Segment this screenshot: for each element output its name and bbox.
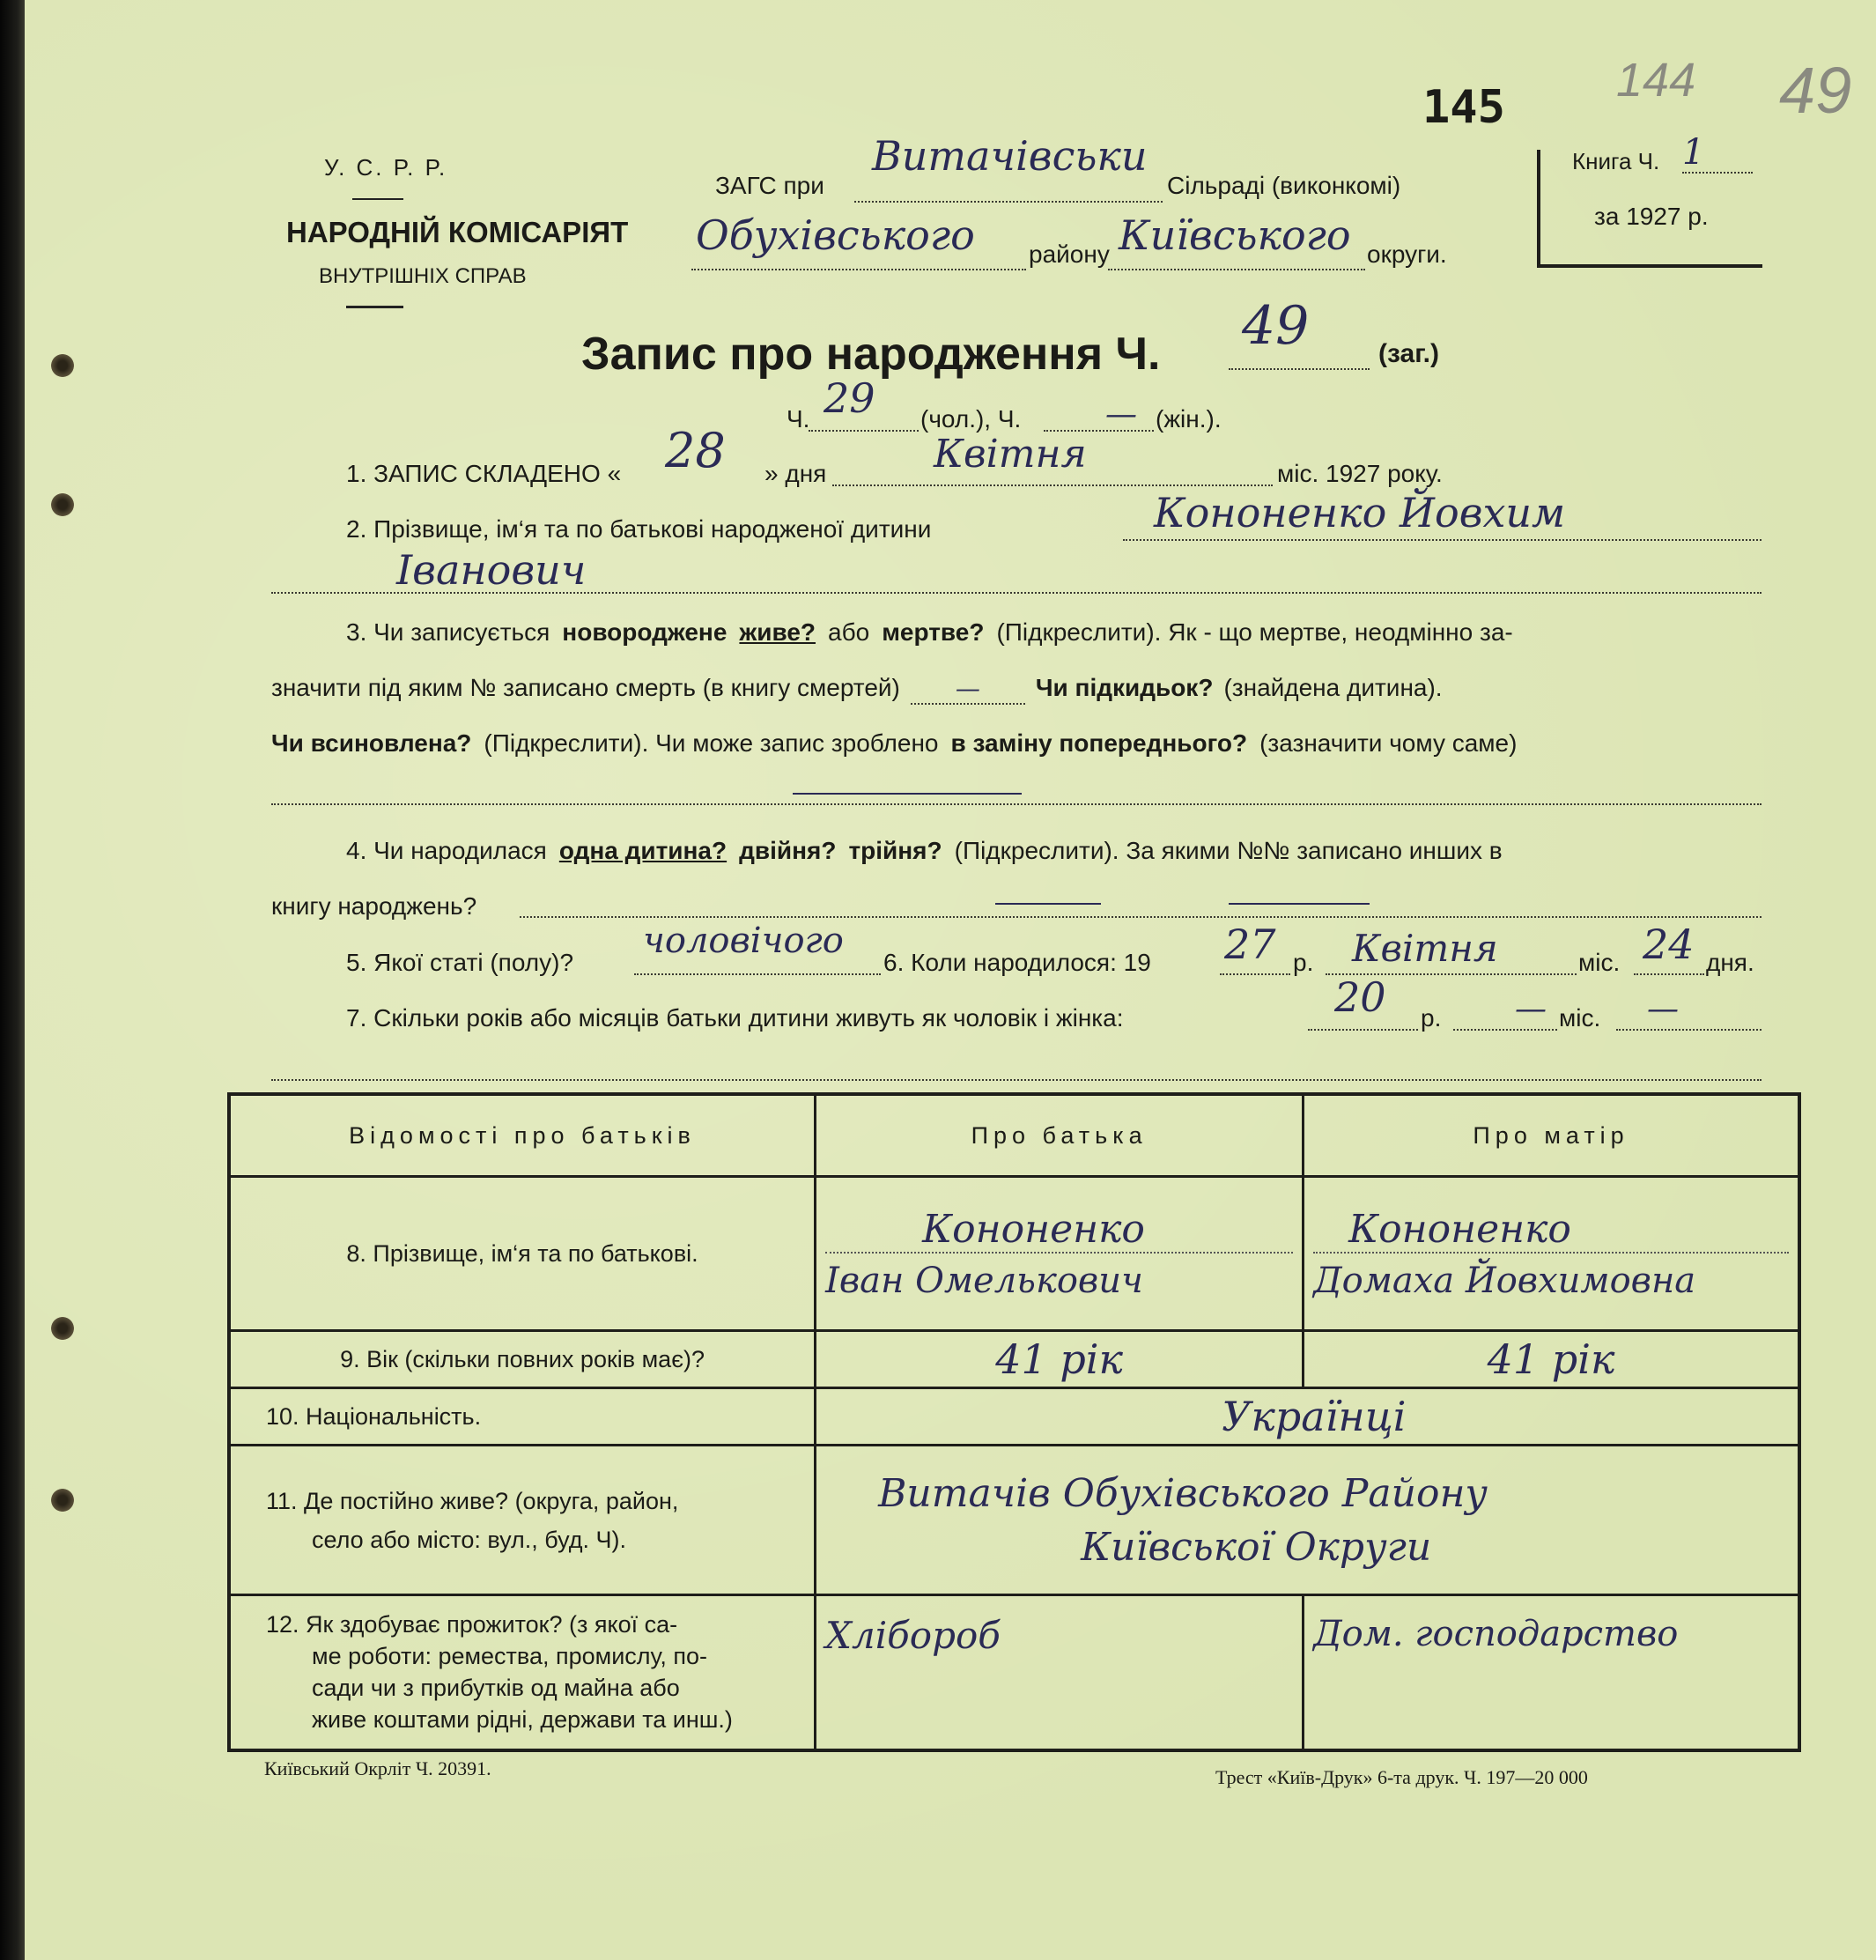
raion-label: району xyxy=(1029,240,1110,268)
divider xyxy=(346,306,403,308)
footer-right: Трест «Київ-Друк» 6-та друк. Ч. 197—20 000 xyxy=(1215,1766,1588,1788)
page-title: Запис про народження Ч. xyxy=(581,329,1161,380)
father-surname: Кононенко xyxy=(825,1207,1293,1254)
table-header-row xyxy=(229,1094,1799,1177)
item1-day: 28 xyxy=(665,423,726,478)
row-label: 10. Національність. xyxy=(229,1388,816,1446)
handwritten-dash: — xyxy=(911,674,1025,705)
fill-line xyxy=(271,1079,1762,1081)
fill-line xyxy=(1229,368,1370,370)
mother-age: 41 рік xyxy=(1304,1331,1799,1388)
text: в заміну попереднього? xyxy=(950,729,1248,757)
fill-line xyxy=(832,484,1273,486)
row-label-line: село або місто: вул., буд. Ч). xyxy=(312,1526,626,1553)
sub-female: — xyxy=(1105,396,1137,433)
father-name-cell xyxy=(816,1177,1304,1331)
text: значити під яким № записано смерть (в книгу смертей) xyxy=(271,674,900,701)
item5-label: 5. Якої статі (полу)? xyxy=(346,949,574,976)
handwritten-stroke xyxy=(995,903,1101,905)
item6-day: 24 xyxy=(1643,921,1695,968)
okruh-value: Київського xyxy=(1119,211,1351,259)
text: мертве? xyxy=(882,618,985,646)
table-row xyxy=(229,1595,1799,1750)
fill-line xyxy=(1453,1029,1557,1031)
item5-value: чоловічого xyxy=(643,921,844,961)
item4-line1 xyxy=(346,837,1503,865)
item1-prefix: 1. ЗАПИС СКЛАДЕНО « xyxy=(346,460,622,487)
text: або xyxy=(828,618,870,646)
row-label xyxy=(229,1595,816,1750)
item7-extra-dash: — xyxy=(1647,991,1679,1027)
raion-value: Обухівського xyxy=(696,211,975,259)
title-suffix: (заг.) xyxy=(1378,339,1440,368)
item1-month: Квітня xyxy=(934,432,1087,477)
page-number-stamp: 145 xyxy=(1422,81,1505,134)
text: (знайдена дитина). xyxy=(1223,674,1443,701)
book-spine xyxy=(0,0,25,1960)
father-occupation-cell xyxy=(816,1595,1304,1750)
pencil-number-2: 49 xyxy=(1779,54,1852,127)
item6-label: 6. Коли народилося: 19 xyxy=(883,949,1151,976)
fill-line xyxy=(271,592,1762,594)
text-underlined: живе? xyxy=(739,618,816,646)
record-number: 49 xyxy=(1242,295,1310,357)
item2-value-1: Кононенко Йовхим xyxy=(1154,489,1566,536)
row-label xyxy=(229,1446,816,1595)
fill-line xyxy=(854,201,1163,203)
residence-line-2: Київської Округи xyxy=(1081,1524,1432,1570)
mother-given-names: Домаха Йовхимовна xyxy=(1313,1260,1696,1301)
mother-occupation: Дом. господарство xyxy=(1313,1614,1679,1654)
text: новороджене xyxy=(562,618,728,646)
punch-hole xyxy=(51,1489,74,1512)
nationality-value: Українці xyxy=(816,1388,1799,1446)
handwritten-stroke xyxy=(1229,903,1370,905)
column-header: Про матір xyxy=(1304,1094,1799,1177)
fill-line xyxy=(520,916,1762,918)
item6-r: р. xyxy=(1293,949,1314,976)
item1-suffix: міс. 1927 року. xyxy=(1277,460,1443,487)
punch-hole xyxy=(51,493,74,516)
residence-line-1: Витачів Обухівського Району xyxy=(878,1470,1488,1516)
org-line-2: НАРОДНІЙ КОМІСАРІЯТ xyxy=(286,216,629,248)
org-line-3: ВНУТРІШНІХ СПРАВ xyxy=(319,264,527,288)
text: двійня? xyxy=(739,837,837,864)
handwritten-stroke xyxy=(793,793,1022,795)
org-line-1: У. С. Р. Р. xyxy=(324,154,448,181)
column-header: Про батька xyxy=(816,1094,1304,1177)
book-value: 1 xyxy=(1682,132,1705,173)
fill-line xyxy=(271,803,1762,805)
okruh-label: округи. xyxy=(1367,240,1447,268)
item6-year: 27 xyxy=(1224,921,1276,968)
item3-line3 xyxy=(271,729,1517,758)
fill-line xyxy=(691,269,1026,270)
item2-value-2: Іванович xyxy=(396,546,587,594)
item6-mis: міс. xyxy=(1578,949,1621,976)
row-label-line: ме роботи: ремества, промислу, по- xyxy=(312,1643,707,1670)
punch-hole xyxy=(51,354,74,377)
year-label: за 1927 р. xyxy=(1594,203,1709,230)
table-row xyxy=(229,1177,1799,1331)
fill-line xyxy=(1108,269,1365,270)
fill-line xyxy=(1616,1029,1762,1031)
book-label: Книга Ч. xyxy=(1572,148,1660,174)
text: (Підкреслити). Як - що мертве, неодмінно за- xyxy=(996,618,1513,646)
pencil-number-1: 144 xyxy=(1616,54,1696,107)
sub-prefix: Ч. xyxy=(787,405,810,433)
item3-line2 xyxy=(271,674,1443,705)
punch-hole xyxy=(51,1317,74,1340)
item7-r: р. xyxy=(1421,1004,1442,1032)
zags-value: Витачівськи xyxy=(872,132,1148,180)
row-label-line: сади чи з прибутків од майна або xyxy=(312,1675,680,1702)
row-label-line: 12. Як здобуває прожиток? (з якої са- xyxy=(266,1611,678,1638)
item7-label: 7. Скільки років або місяців батьки дитини живуть як чоловік і жінка: xyxy=(346,1004,1124,1032)
text: 4. Чи народилася xyxy=(346,837,547,864)
table-row xyxy=(229,1446,1799,1595)
row-label: 8. Прізвище, ім‘я та по батькові. xyxy=(229,1177,816,1331)
text: (Підкреслити). Чи може запис зроблено xyxy=(484,729,939,757)
text: трійня? xyxy=(848,837,942,864)
item4-line2: книгу народжень? xyxy=(271,892,477,920)
residence-cell xyxy=(816,1446,1799,1595)
fill-line xyxy=(1308,1029,1418,1031)
text-underlined: одна дитина? xyxy=(558,837,728,864)
parents-table xyxy=(227,1092,1801,1752)
fill-line xyxy=(1682,172,1753,174)
mother-name-cell xyxy=(1304,1177,1799,1331)
zags-suffix: Сільраді (виконкомі) xyxy=(1167,172,1401,199)
item3-line1 xyxy=(346,618,1762,647)
mother-surname: Кононенко xyxy=(1313,1207,1789,1254)
fill-line xyxy=(1123,539,1762,541)
father-occupation: Хлібороб xyxy=(825,1614,1001,1657)
sub-male-label: (чол.), Ч. xyxy=(920,405,1022,433)
item7-years: 20 xyxy=(1334,973,1386,1021)
item1-mid: » дня xyxy=(764,460,827,487)
item6-dnia: дня. xyxy=(1706,949,1754,976)
mother-occupation-cell xyxy=(1304,1595,1799,1750)
fill-line xyxy=(1634,973,1704,975)
sub-female-label: (жін.). xyxy=(1156,405,1222,433)
item6-month: Квітня xyxy=(1352,927,1498,970)
text: 3. Чи записується xyxy=(346,618,550,646)
text: (зазначити чому саме) xyxy=(1259,729,1518,757)
row-label-line: живе коштами рідні, держави та инш.) xyxy=(312,1706,733,1734)
fill-line xyxy=(809,430,919,432)
text: (Підкреслити). За якими №№ записано инших в xyxy=(954,837,1503,864)
text: Чи всиновлена? xyxy=(271,729,472,757)
fill-line xyxy=(634,973,881,975)
sub-male: 29 xyxy=(824,374,875,422)
zags-prefix: ЗАГС при xyxy=(715,172,824,199)
father-given-names: Іван Омелькович xyxy=(825,1260,1143,1301)
text: Чи підкидьок? xyxy=(1035,674,1214,701)
row-label-line: 11. Де постійно живе? (округа, район, xyxy=(266,1487,679,1514)
fill-line xyxy=(1220,973,1290,975)
divider xyxy=(352,198,403,200)
column-header: Відомості про батьків xyxy=(229,1094,816,1177)
father-age: 41 рік xyxy=(816,1331,1304,1388)
table-row xyxy=(229,1388,1799,1446)
table-row xyxy=(229,1331,1799,1388)
item2-label: 2. Прізвище, ім‘я та по батькові народженої дитини xyxy=(346,515,932,543)
item7-months: — xyxy=(1515,991,1547,1027)
row-label: 9. Вік (скільки повних років має)? xyxy=(229,1331,816,1388)
item7-mis: міс. xyxy=(1559,1004,1601,1032)
footer-left: Київський Окрліт Ч. 20391. xyxy=(264,1757,491,1779)
